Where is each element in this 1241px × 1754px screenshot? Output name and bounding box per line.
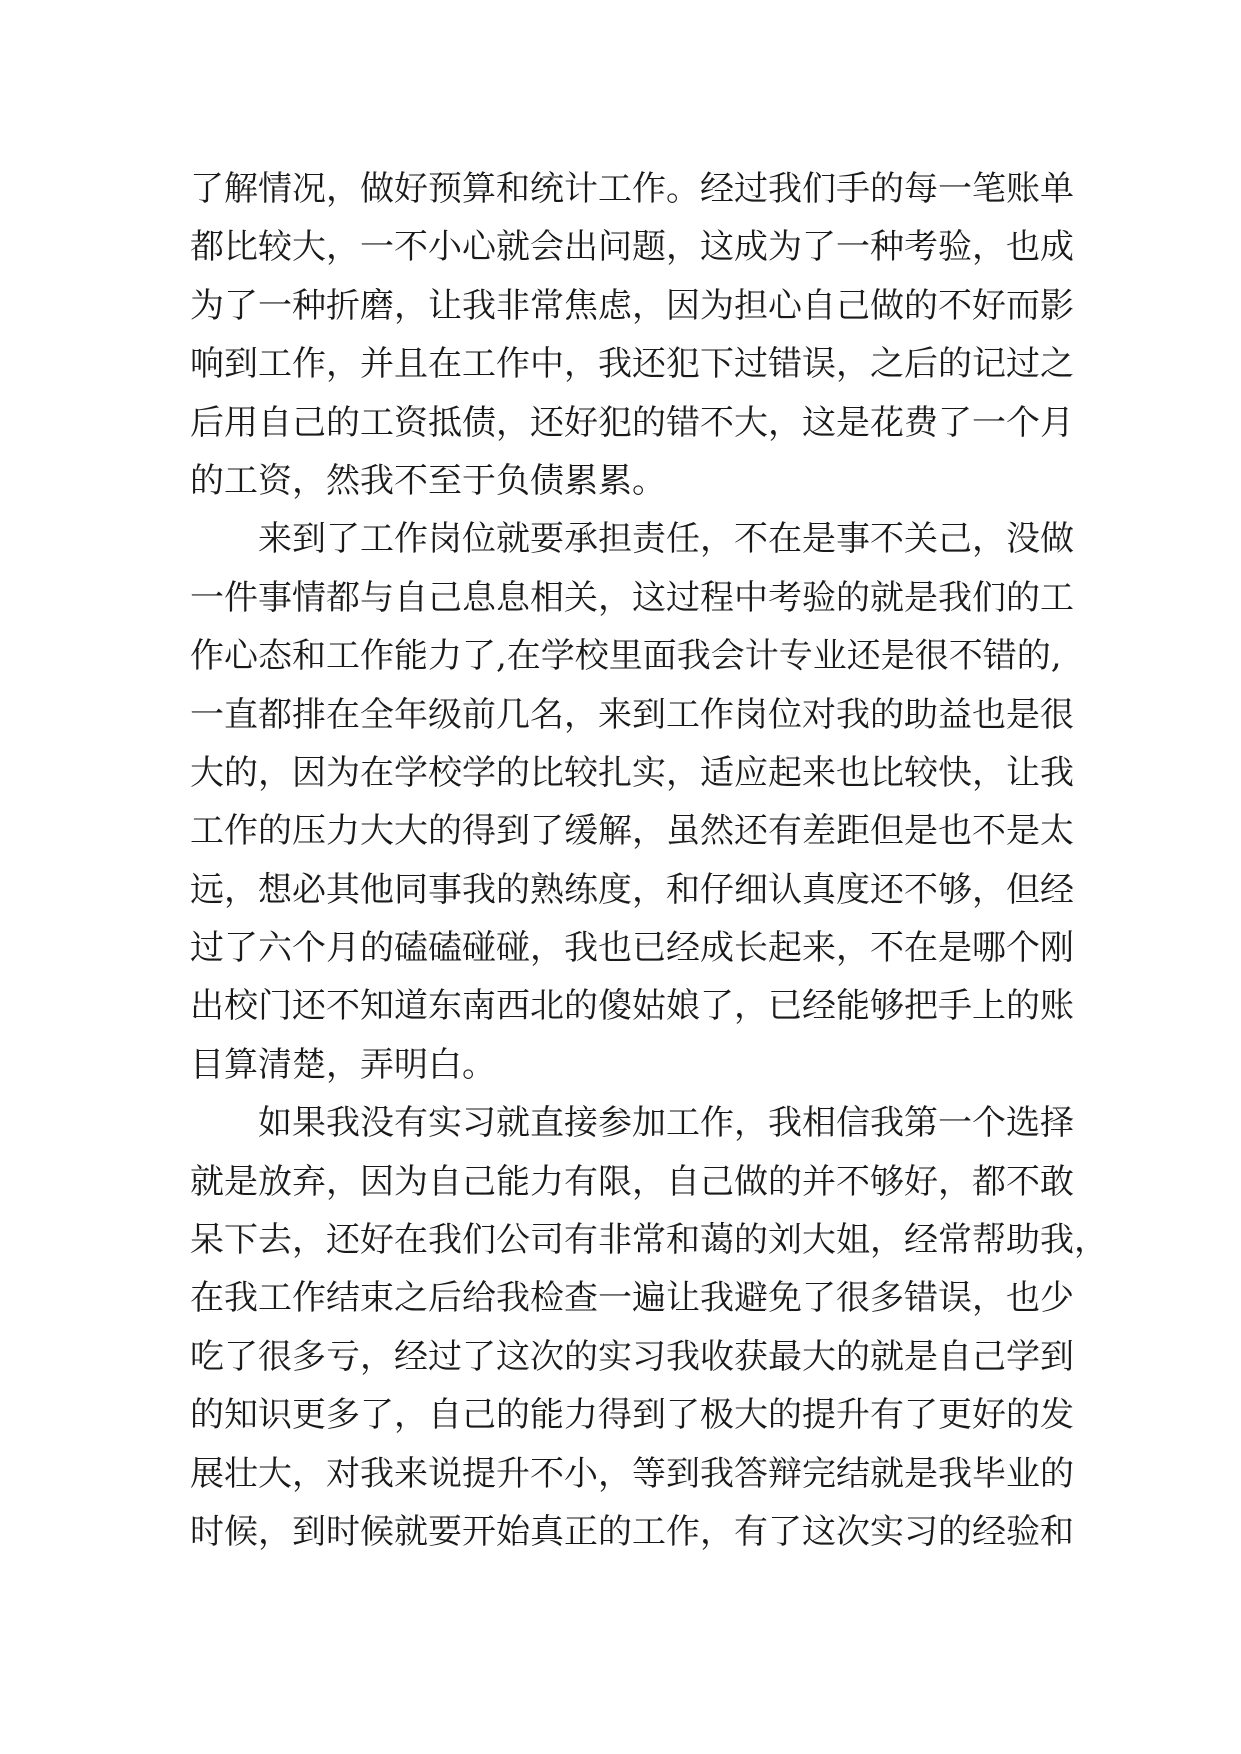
text-line: 为了一种折磨，让我非常焦虑，因为担心自己做的不好而影 — [190, 285, 1074, 326]
text-line: 目算清楚，弄明白。 — [190, 1044, 496, 1085]
text-line: 一直都排在全年级前几名，来到工作岗位对我的助益也是很 — [190, 694, 1074, 735]
text-line: 了解情况，做好预算和统计工作。经过我们手的每一笔账单 — [190, 169, 1074, 209]
text-line: 来到了工作岗位就要承担责任，不在是事不关己，没做 — [258, 519, 1074, 560]
paragraph — [190, 510, 1074, 1094]
text-line: 大的，因为在学校学的比较扎实，适应起来也比较快，让我 — [190, 752, 1074, 793]
text-line: 的工资，然我不至于负债累累。 — [190, 460, 666, 501]
text-line: 一件事情都与自己息息相关，这过程中考验的就是我们的工 — [190, 577, 1074, 618]
text-line: 吃了很多亏，经过了这次的实习我收获最大的就是自己学到 — [190, 1336, 1074, 1377]
text-line: 出校门还不知道东南西北的傻姑娘了，已经能够把手上的账 — [190, 986, 1074, 1027]
text-line: 的知识更多了，自己的能力得到了极大的提升有了更好的发 — [190, 1395, 1074, 1436]
text-line: 后用自己的工资抵债，还好犯的错不大，这是花费了一个月 — [190, 402, 1074, 443]
text-line: 响到工作，并且在工作中，我还犯下过错误，之后的记过之 — [190, 344, 1074, 385]
body-text — [190, 160, 1108, 1561]
text-line: 工作的压力大大的得到了缓解，虽然还有差距但是也不是太 — [190, 811, 1074, 852]
text-line: 如果我没有实习就直接参加工作，我相信我第一个选择 — [258, 1103, 1074, 1144]
text-line: 展壮大，对我来说提升不小，等到我答辩完结就是我毕业的 — [190, 1453, 1074, 1494]
text-line: 都比较大，一不小心就会出问题，这成为了一种考验，也成 — [190, 227, 1074, 268]
text-line: 过了六个月的磕磕碰碰，我也已经成长起来，不在是哪个刚 — [190, 928, 1074, 969]
text-line: 作心态和工作能力了,在学校里面我会计专业还是很不错的, — [190, 636, 1062, 677]
text-line: 时候，到时候就要开始真正的工作，有了这次实习的经验和 — [190, 1511, 1074, 1552]
text-line: 在我工作结束之后给我检查一遍让我避免了很多错误，也少 — [190, 1278, 1074, 1319]
text-line: 呆下去，还好在我们公司有非常和蔼的刘大姐，经常帮助我， — [190, 1220, 1108, 1261]
text-line: 远，想必其他同事我的熟练度，和仔细认真度还不够，但经 — [190, 869, 1074, 910]
text-line: 就是放弃，因为自己能力有限，自己做的并不够好，都不敢 — [190, 1161, 1074, 1202]
paragraph — [190, 160, 1074, 510]
paragraph — [190, 1094, 1108, 1561]
